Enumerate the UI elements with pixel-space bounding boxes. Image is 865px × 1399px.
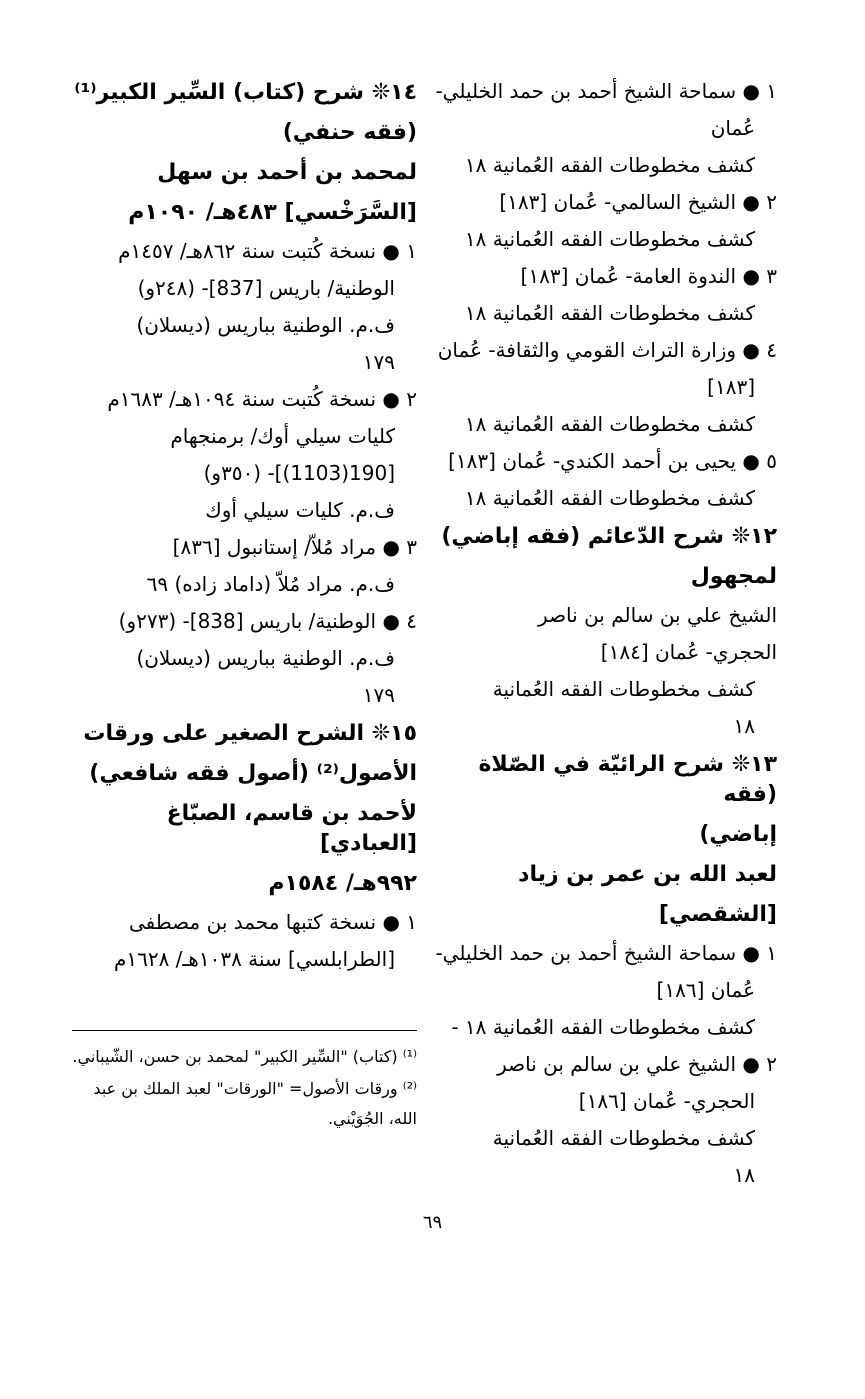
footnote-1: ⁽¹⁾ (كتاب) "السِّير الكبير" لمحمد بن حسن، الشّيباني. — [72, 1047, 417, 1066]
catalog-reference: ف.م. الوطنية بباريس (ديسلان) — [136, 646, 395, 670]
right_column-ref-block — [432, 300, 777, 327]
entry-heading-line: ١٢❊ شرح الدّعائم (فقه إباضي) — [441, 524, 777, 549]
catalog-reference: كشف مخطوطات الفقه العُمانية — [492, 1126, 755, 1150]
left_column-heading-block — [72, 78, 417, 228]
left_column-item-block — [72, 909, 417, 973]
left_column-item-block — [72, 608, 417, 635]
entry-line: ٢ ● الشيخ علي بن سالم بن ناصر — [497, 1052, 777, 1076]
page-number: ٦٩ — [422, 1212, 443, 1233]
entry-line: ٣ ● مراد مُلاّ/ إستانبول [٨٣٦] — [172, 535, 417, 559]
entry-heading-line: لمجهول — [690, 564, 777, 589]
catalog-reference-page: ١٧٩ — [362, 683, 395, 707]
entry-line: ١ ● نسخة كتبها محمد بن مصطفى — [128, 910, 417, 934]
footnotes — [72, 1042, 417, 1136]
right_column-plain-block — [432, 602, 777, 666]
entry-heading-line: لعبد الله بن عمر بن زياد — [518, 862, 777, 887]
left_column-ref-block — [72, 312, 417, 376]
right_column-heading-block — [432, 522, 777, 592]
entry-heading-line: إباضي) — [699, 822, 777, 847]
catalog-reference-page: ١٨ — [733, 1163, 755, 1187]
entry-line: ٢ ● الشيخ السالمي- عُمان [١٨٣] — [499, 190, 777, 214]
entry-line: ٥ ● يحيى بن أحمد الكندي- عُمان [١٨٣] — [448, 449, 777, 473]
left-column — [72, 78, 417, 983]
catalog-reference: كشف مخطوطات الفقه العُمانية ١٨ — [464, 227, 755, 251]
entry-heading-line: (فقه حنفي) — [282, 120, 417, 145]
entry-line: ١ ● سماحة الشيخ أحمد بن حمد الخليلي- — [435, 79, 777, 103]
right_column-item-block — [432, 940, 777, 1004]
entry-line: عُمان — [710, 116, 755, 140]
right_column-item-block — [432, 1051, 777, 1115]
right_column-item-block — [432, 448, 777, 475]
entry-line: الحجري- عُمان [١٨٤] — [600, 640, 777, 664]
entry-line: ٢ ● نسخة كُتبت سنة ١٠٩٤هـ/ ١٦٨٣م — [107, 387, 417, 411]
catalog-reference: ف.م. مراد مُلاّ (داماد زاده) ٦٩ — [146, 572, 395, 596]
entry-heading-line: لمحمد بن أحمد بن سهل — [157, 160, 417, 185]
entry-heading-line: ١٤❊ شرح (كتاب) السِّير الكبير⁽¹⁾ — [74, 80, 417, 105]
entry-line: ١ ● نسخة كُتبت سنة ٨٦٢هـ/ ١٤٥٧م — [118, 239, 417, 263]
right_column-ref-block — [432, 411, 777, 438]
right_column-ref-block — [432, 152, 777, 179]
entry-heading-line: [السَّرَخْسي] ٤٨٣هـ/ ١٠٩٠م — [128, 200, 417, 225]
catalog-reference: ف.م. كليات سيلي أوك — [205, 498, 395, 522]
entry-line: [190(1103)]- (٣٥٠و) — [203, 461, 395, 485]
right_column-item-block — [432, 78, 777, 142]
footnote-divider — [72, 1030, 417, 1031]
catalog-reference: كشف مخطوطات الفقه العُمانية — [492, 677, 755, 701]
catalog-reference: كشف مخطوطات الفقه العُمانية ١٨ — [464, 486, 755, 510]
entry-line: الوطنية/ باريس [837]- (٢٤٨و) — [137, 276, 395, 300]
entry-heading-line: ١٥❊ الشرح الصغير على ورقات — [83, 721, 417, 746]
entry-heading-line: لأحمد بن قاسم، الصبّاغ [العبادي] — [166, 801, 417, 856]
right_column-item-block — [432, 337, 777, 401]
right_column-item-block — [432, 263, 777, 290]
right_column-ref-block — [432, 1014, 777, 1041]
entry-line: ٣ ● الندوة العامة- عُمان [١٨٣] — [520, 264, 777, 288]
right-column — [432, 78, 777, 1199]
entry-heading-line: الأصول⁽²⁾ (أصول فقه شافعي) — [89, 761, 417, 786]
left_column-item-block — [72, 238, 417, 302]
left_column-ref-block — [72, 645, 417, 709]
entry-line: عُمان [١٨٦] — [656, 978, 755, 1002]
catalog-reference: ف.م. الوطنية بباريس (ديسلان) — [136, 313, 395, 337]
footnote-2: ⁽²⁾ ورقات الأصول= "الورقات" لعبد الملك بن عبد الله، الجُوَيْني. — [93, 1079, 417, 1128]
entry-heading-line: ١٣❊ شرح الرائيّة في الصّلاة (فقه — [478, 752, 777, 807]
left_column-item-block — [72, 534, 417, 561]
right_column-ref-block — [432, 1125, 777, 1189]
catalog-reference: كشف مخطوطات الفقه العُمانية ١٨ — [464, 153, 755, 177]
left_column-heading-block — [72, 719, 417, 899]
catalog-reference: كشف مخطوطات الفقه العُمانية ١٨ — [464, 301, 755, 325]
entry-line: الحجري- عُمان [١٨٦] — [578, 1089, 755, 1113]
entry-line: [١٨٣] — [707, 375, 755, 399]
left_column-item-block — [72, 386, 417, 487]
entry-line: الشيخ علي بن سالم بن ناصر — [538, 603, 777, 627]
entry-line: ١ ● سماحة الشيخ أحمد بن حمد الخليلي- — [435, 941, 777, 965]
catalog-reference: كشف مخطوطات الفقه العُمانية ١٨ — [464, 412, 755, 436]
entry-heading-line: [الشقصي] — [658, 902, 777, 927]
right_column-ref-block — [432, 485, 777, 512]
catalog-reference-page: ١٨ — [733, 714, 755, 738]
entry-heading-line: ٩٩٢هـ/ ١٥٨٤م — [268, 871, 417, 896]
right_column-heading-block — [432, 750, 777, 930]
catalog-reference: كشف مخطوطات الفقه العُمانية ١٨ - — [451, 1015, 755, 1039]
entry-line: كليات سيلي أوك/ برمنجهام — [170, 424, 395, 448]
right_column-ref-block — [432, 676, 777, 740]
entry-line: ٤ ● وزارة التراث القومي والثقافة- عُمان — [437, 338, 777, 362]
entry-line: ٤ ● الوطنية/ باريس [838]- (٢٧٣و) — [118, 609, 417, 633]
right_column-ref-block — [432, 226, 777, 253]
left_column-ref-block — [72, 497, 417, 524]
entry-line: [الطرابلسي] سنة ١٠٣٨هـ/ ١٦٢٨م — [113, 947, 395, 971]
catalog-reference-page: ١٧٩ — [362, 350, 395, 374]
left_column-ref-block — [72, 571, 417, 598]
right_column-item-block — [432, 189, 777, 216]
